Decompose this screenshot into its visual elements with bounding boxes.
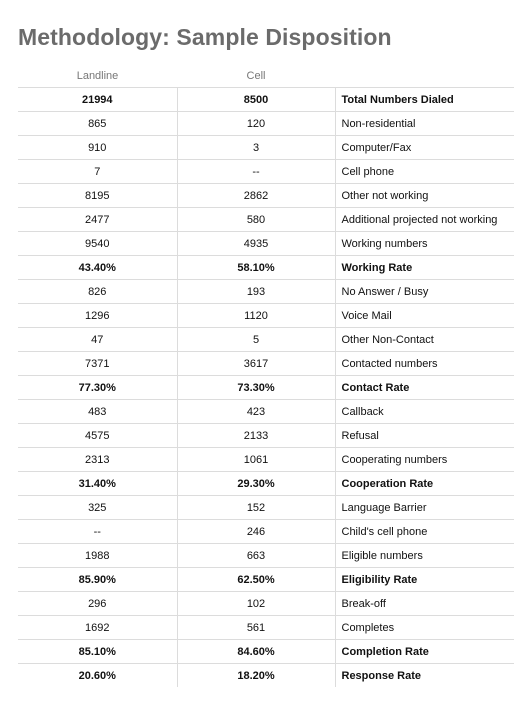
row-label: Working numbers — [335, 232, 514, 256]
row-label: Refusal — [335, 424, 514, 448]
column-header-landline: Landline — [76, 69, 119, 82]
row-label: Cooperation Rate — [335, 472, 514, 496]
table-row — [18, 568, 514, 592]
row-label: Voice Mail — [335, 304, 514, 328]
landline-value: 7 — [18, 160, 177, 184]
row-label: Working Rate — [335, 256, 514, 280]
cell-value: 29.30% — [177, 472, 335, 496]
landline-value: 910 — [18, 136, 177, 160]
cell-value: 58.10% — [177, 256, 335, 280]
table-row — [18, 400, 514, 424]
cell-value: 423 — [177, 400, 335, 424]
cell-value: 73.30% — [177, 376, 335, 400]
landline-value: 483 — [18, 400, 177, 424]
cell-value: 2133 — [177, 424, 335, 448]
landline-value: 2477 — [18, 208, 177, 232]
row-label: Other Non-Contact — [335, 328, 514, 352]
row-label: No Answer / Busy — [335, 280, 514, 304]
cell-value: -- — [177, 160, 335, 184]
row-label: Total Numbers Dialed — [335, 88, 514, 112]
column-header-label — [335, 64, 514, 88]
cell-value: 4935 — [177, 232, 335, 256]
landline-value: 296 — [18, 592, 177, 616]
landline-value: 8195 — [18, 184, 177, 208]
table-row — [18, 328, 514, 352]
table-row — [18, 232, 514, 256]
row-label: Eligible numbers — [335, 544, 514, 568]
cell-value: 2862 — [177, 184, 335, 208]
table-row — [18, 160, 514, 184]
landline-value: 77.30% — [18, 376, 177, 400]
row-label: Completion Rate — [335, 640, 514, 664]
landline-value: 826 — [18, 280, 177, 304]
table-row — [18, 376, 514, 400]
row-label: Other not working — [335, 184, 514, 208]
cell-value: 62.50% — [177, 568, 335, 592]
table-row — [18, 136, 514, 160]
landline-value: 31.40% — [18, 472, 177, 496]
table-row — [18, 640, 514, 664]
row-label: Completes — [335, 616, 514, 640]
cell-value: 152 — [177, 496, 335, 520]
landline-value: 2313 — [18, 448, 177, 472]
landline-value: 1296 — [18, 304, 177, 328]
row-label: Non-residential — [335, 112, 514, 136]
landline-value: 4575 — [18, 424, 177, 448]
row-label: Cooperating numbers — [335, 448, 514, 472]
table-row — [18, 616, 514, 640]
cell-value: 18.20% — [177, 664, 335, 688]
table-row — [18, 448, 514, 472]
table-row — [18, 592, 514, 616]
row-label: Eligibility Rate — [335, 568, 514, 592]
cell-value: 3 — [177, 136, 335, 160]
row-label: Cell phone — [335, 160, 514, 184]
row-label: Response Rate — [335, 664, 514, 688]
table-row — [18, 208, 514, 232]
landline-value: 1692 — [18, 616, 177, 640]
table-row — [18, 256, 514, 280]
cell-value: 102 — [177, 592, 335, 616]
table-row — [18, 472, 514, 496]
cell-value: 84.60% — [177, 640, 335, 664]
table-row — [18, 352, 514, 376]
row-label: Additional projected not working — [335, 208, 514, 232]
landline-value: 85.90% — [18, 568, 177, 592]
page-title: Methodology: Sample Disposition — [18, 24, 392, 50]
table-row — [18, 184, 514, 208]
table-body — [18, 88, 514, 688]
row-label: Contact Rate — [335, 376, 514, 400]
cell-value: 246 — [177, 520, 335, 544]
cell-value: 561 — [177, 616, 335, 640]
cell-value: 5 — [177, 328, 335, 352]
row-label: Break-off — [335, 592, 514, 616]
landline-value: -- — [18, 520, 177, 544]
table-header-row — [18, 64, 514, 88]
table-row — [18, 496, 514, 520]
table-row — [18, 88, 514, 112]
cell-value: 8500 — [177, 88, 335, 112]
landline-value: 43.40% — [18, 256, 177, 280]
row-label: Computer/Fax — [335, 136, 514, 160]
landline-value: 325 — [18, 496, 177, 520]
cell-value: 193 — [177, 280, 335, 304]
row-label: Language Barrier — [335, 496, 514, 520]
column-header-cell: Cell — [246, 69, 266, 82]
cell-value: 3617 — [177, 352, 335, 376]
table-row — [18, 280, 514, 304]
landline-value: 1988 — [18, 544, 177, 568]
landline-value: 865 — [18, 112, 177, 136]
landline-value: 7371 — [18, 352, 177, 376]
table-row — [18, 664, 514, 688]
landline-value: 9540 — [18, 232, 177, 256]
cell-value: 1061 — [177, 448, 335, 472]
cell-value: 580 — [177, 208, 335, 232]
table-row — [18, 424, 514, 448]
cell-value: 120 — [177, 112, 335, 136]
sample-disposition-table — [18, 64, 514, 687]
landline-value: 21994 — [18, 88, 177, 112]
row-label: Child's cell phone — [335, 520, 514, 544]
landline-value: 47 — [18, 328, 177, 352]
table-row — [18, 112, 514, 136]
table-row — [18, 520, 514, 544]
landline-value: 85.10% — [18, 640, 177, 664]
cell-value: 1120 — [177, 304, 335, 328]
table-row — [18, 304, 514, 328]
cell-value: 663 — [177, 544, 335, 568]
table-row — [18, 544, 514, 568]
row-label: Contacted numbers — [335, 352, 514, 376]
landline-value: 20.60% — [18, 664, 177, 688]
row-label: Callback — [335, 400, 514, 424]
